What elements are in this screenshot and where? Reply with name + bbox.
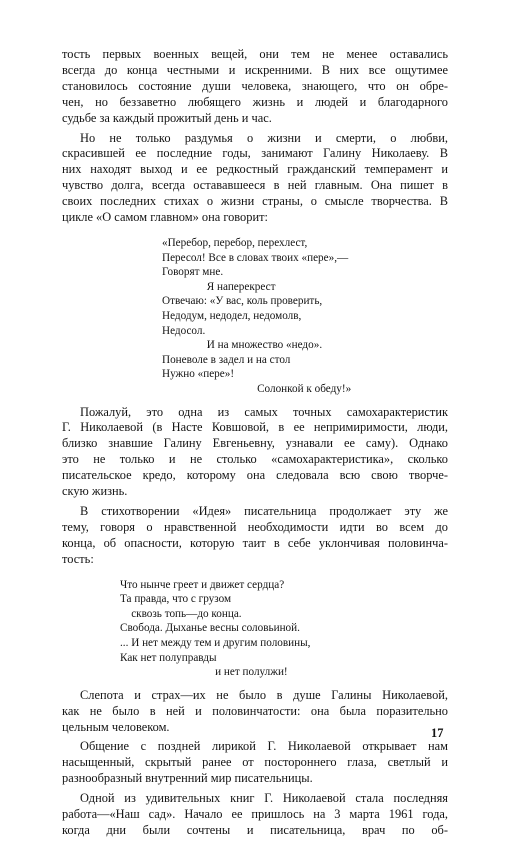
text-line: конца, об опасности, которую таит в себе уклончивая половинча- — [62, 535, 448, 550]
text-line: насыщенный, скрытый ранее от постороннего глаза, светлый и — [62, 755, 448, 770]
text-line: Общение с поздней лирикой Г. Николаевой открывает нам — [80, 739, 448, 754]
poem-line: Та правда, что с грузом — [120, 593, 232, 606]
page-body — [62, 47, 448, 843]
text-line: Но не только раздумья о жизни и смерти, о любви, — [80, 130, 448, 145]
text-line: скую жизнь. — [62, 484, 128, 499]
text-line: Г. Николаевой (в Насте Ковшовой, в ее непримиримости, люди, — [62, 420, 448, 435]
poem-line: Поневоле в задел и на стол — [162, 353, 291, 366]
text-line: как не было в ней и половинчатости: она была поразительно — [62, 703, 448, 718]
paragraph-4 — [62, 504, 448, 568]
page-number: 17 — [431, 726, 444, 740]
text-line: своих последних стихах о жизни страны, о смысле творчества. В — [62, 194, 448, 209]
text-line: чен, но беззаветно любящего жизнь и людей и благодарного — [62, 94, 448, 109]
paragraph-2 — [62, 131, 448, 226]
paragraph-1 — [62, 47, 448, 127]
poem-line: Пересол! Все в словах твоих «пере»,— — [162, 251, 349, 264]
poem-line: Что нынче греет и движет сердца? — [120, 578, 285, 591]
poem-line: «Перебор, перебор, перехлест, — [162, 236, 308, 249]
paragraph-7 — [62, 791, 448, 839]
text-line: тость: — [62, 551, 94, 566]
text-line: всегда до конца честными и искренними. В них все ощутимее — [62, 62, 448, 77]
text-line: В стихотворении «Идея» писательница продолжает эту же — [80, 503, 448, 518]
poem-2 — [120, 578, 448, 680]
text-line: Одной из удивительных книг Г. Николаевой стала последняя — [80, 791, 448, 806]
text-line: работа—«Наш сад». Начало ее пришлось на 3 марта 1961 года, — [62, 807, 448, 822]
text-line: судьбе за каждый прожитый день и час. — [62, 110, 272, 125]
text-line: Пожалуй, это одна из самых точных самохарактеристик — [80, 404, 448, 419]
paragraph-6 — [62, 739, 448, 787]
poem-line: Нужно «пере»! — [162, 368, 235, 381]
text-line: тость первых военных вещей, они тем не менее оставались — [62, 47, 448, 61]
poem-line: Как нет полуправды — [120, 651, 217, 664]
poem-line: ... И нет между тем и другим половины, — [120, 636, 311, 649]
poem-line: Отвечаю: «У вас, коль проверить, — [162, 295, 323, 308]
poem-line: Солонкой к обеду!» — [162, 382, 352, 395]
text-line: близко знавшие Галину Евгеньевну, узнавали ее саму). Однако — [62, 436, 448, 451]
poem-line: сквозь топь—до конца. — [120, 607, 242, 620]
text-line: них находят выход и ее редкостный гражданский темперамент и — [62, 162, 448, 177]
text-line: скрасившей ее последние годы, занимают Галину Николаеву. В — [62, 146, 448, 161]
poem-1 — [162, 236, 448, 397]
paragraph-3 — [62, 405, 448, 500]
poem-line: Говорят мне. — [162, 266, 224, 279]
text-line: становилось состояние души человека, знающего, что он обре- — [62, 78, 448, 93]
text-line: это не только и не столько «самохарактеристика», сколько — [62, 452, 448, 467]
text-line: цикле «О самом главном» она говорит: — [62, 210, 268, 225]
poem-line: Недосол. — [162, 324, 206, 337]
text-line: когда дни были сочтены и писательница, врач по об- — [62, 822, 448, 837]
text-line: тему, говоря о нравственной необходимости идти во всем до — [62, 519, 448, 534]
text-line: цельным человеком. — [62, 719, 170, 734]
poem-line: и нет полулжи! — [120, 666, 288, 679]
poem-line: Недодум, недодел, недомолв, — [162, 309, 302, 322]
paragraph-5 — [62, 688, 448, 736]
poem-line: И на множество «недо». — [162, 339, 323, 352]
text-line: писательское кредо, которому она следовала всю свою творче- — [62, 468, 448, 483]
poem-line: Свобода. Дыханье весны соловьиной. — [120, 622, 300, 635]
text-line: разнообразный внутренний мир писательницы. — [62, 771, 313, 786]
text-line: Слепота и страх—их не было в душе Галины Николаевой, — [80, 687, 448, 702]
poem-line: Я наперекрест — [162, 280, 276, 293]
text-line: чувство долга, всегда остававшееся в ней главным. Она пишет в — [62, 178, 448, 193]
